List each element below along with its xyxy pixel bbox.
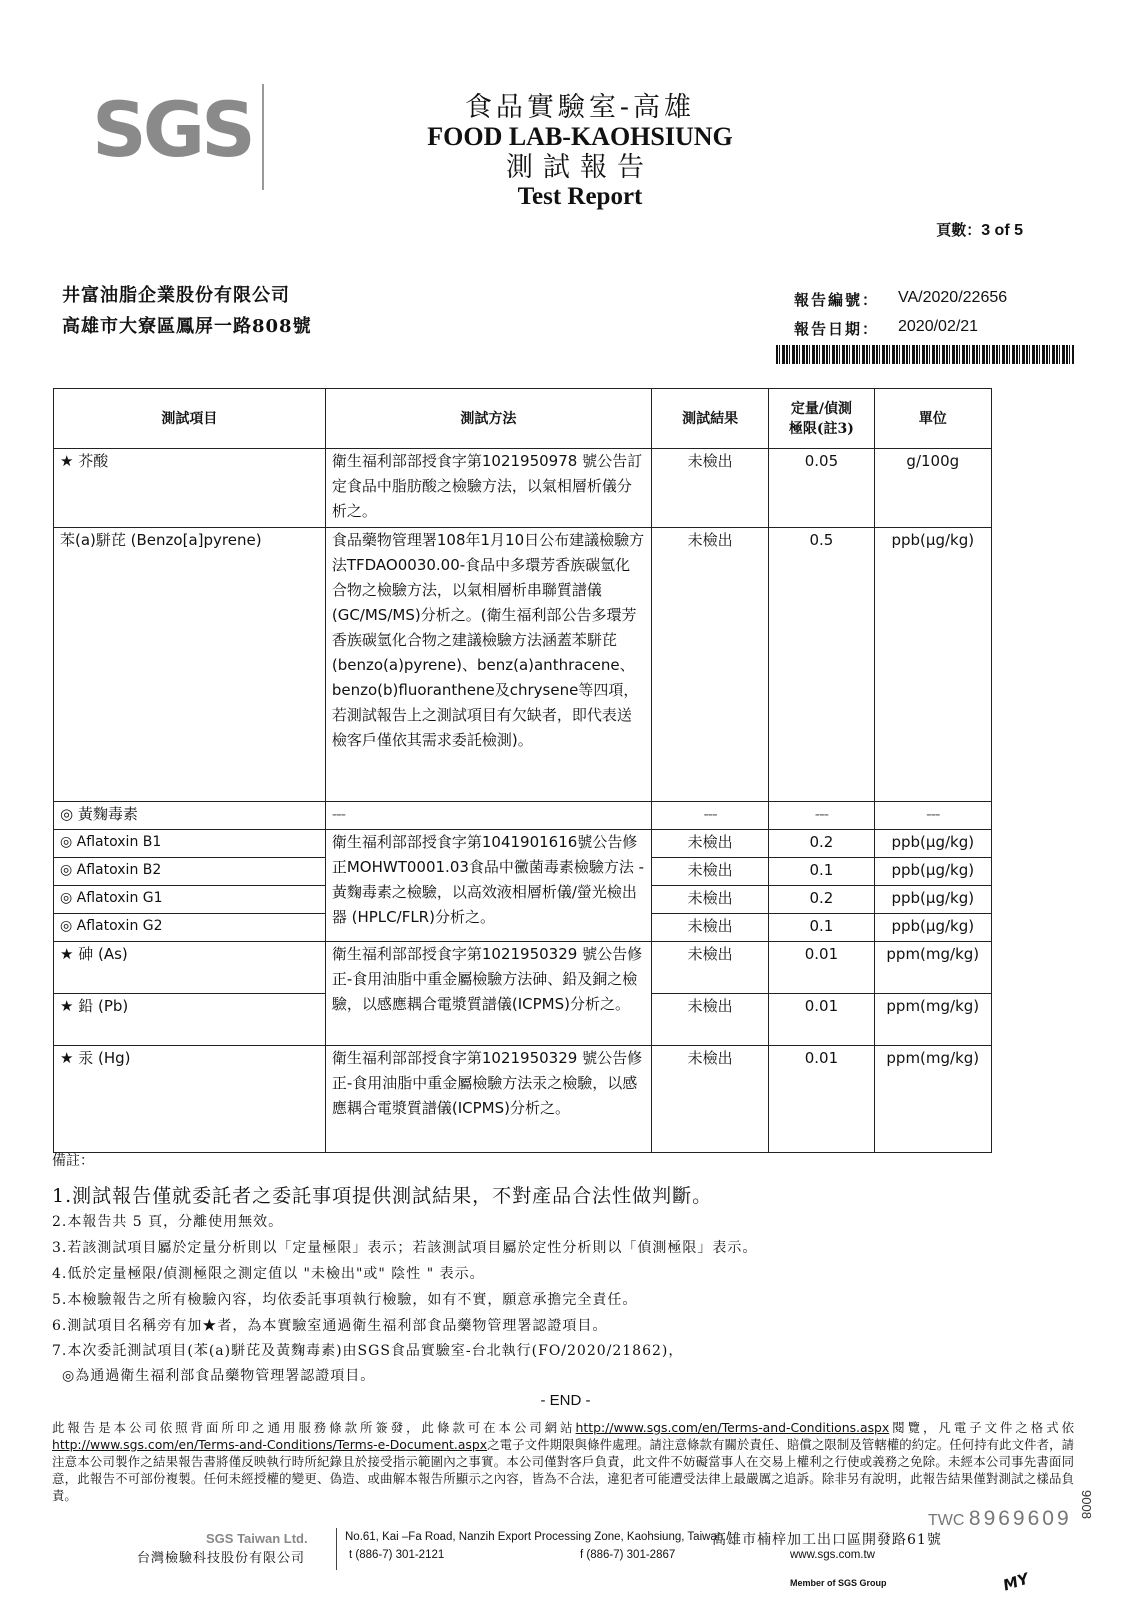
row-item: ◎ Aflatoxin G1 [54, 886, 326, 914]
row-item: ◎ Aflatoxin G2 [54, 914, 326, 942]
remark-note: 7.本次委託測試項目(苯(a)駢芘及黃麴毒素)由SGS食品實驗室-台北執行(FO/2020/21862)， [52, 1343, 684, 1359]
row-item: ★ 鉛 (Pb) [54, 994, 326, 1046]
report-number [794, 289, 1008, 310]
side-code: 9008 [1079, 1490, 1094, 1519]
table-row [54, 528, 992, 802]
remark-note: 3.若該測試項目屬於定量分析則以「定量極限」表示；若該測試項目屬於定性分析則以「偵測極限」表示。 [52, 1240, 758, 1256]
row-method: 衛生福利部部授食字第1041901616號公告修正MOHWT0001.03食品中黴菌毒素檢驗方法 - 黃麴毒素之檢驗，以高效液相層析儀/螢光檢出器 (HPLC/FLR)分析之。 [325, 830, 651, 942]
row-result: 未檢出 [651, 914, 768, 942]
row-item: 苯(a)駢芘 (Benzo[a]pyrene) [54, 528, 326, 802]
logo-divider [262, 84, 264, 190]
row-unit: ppb(μg/kg) [874, 858, 991, 886]
company-name-en: SGS Taiwan Ltd. [206, 1531, 308, 1546]
row-item: ◎ Aflatoxin B1 [54, 830, 326, 858]
disclaimer [52, 1419, 1074, 1504]
row-limit: 0.1 [769, 858, 874, 886]
row-unit: ppb(μg/kg) [874, 886, 991, 914]
barcode [776, 345, 1074, 364]
row-unit: --- [874, 802, 991, 830]
disclaimer-text: 此報告是本公司依照背面所印之通用服務條款所簽發，此條款可在本公司網站 [52, 1420, 576, 1435]
page-number-label: 頁數： [936, 221, 982, 239]
header-limit-line1: 定量/偵測 [790, 400, 852, 417]
handwritten-initials: MY [1000, 1569, 1031, 1595]
row-item: ◎ 黃麴毒素 [54, 802, 326, 830]
end-marker: - END - [540, 1392, 591, 1409]
terms-link[interactable]: http://www.sgs.com/en/Terms-and-Conditions.aspx [575, 1420, 890, 1435]
row-method: 衛生福利部部授食字第1021950329 號公告修正-食用油脂中重金屬檢驗方法砷、鉛及銅之檢驗，以感應耦合電漿質譜儀(ICPMS)分析之。 [325, 942, 651, 1046]
header-item: 測試項目 [54, 389, 326, 449]
remark-note: ◎為通過衛生福利部食品藥物管理署認證項目。 [62, 1368, 376, 1384]
row-result: 未檢出 [651, 1046, 768, 1153]
disclaimer-text: 之電子文件期限與條件處理。請注意條款有關於責任、賠償之限制及管轄權的約定。任何持有此文件者，請注意本公司製作之結果報告書將僅反映執行時所紀錄且於接受指示範圍內之事實。本公司僅對客戶負責，此文件不妨礙當事人在交易上權利之行使或義務之免除。未經本公司事先書面同意，此報告不可部份複製。任何未經授權的變更、偽造、或曲解本報告所顯示之內容，皆為不合法，違犯者可能遭受法律上最嚴厲之追訴。除非另有說明，此報告結果僅對測試之樣品負責。 [52, 1437, 1074, 1503]
row-limit: 0.1 [769, 914, 874, 942]
row-result: 未檢出 [651, 886, 768, 914]
company-address-en: No.61, Kai –Fa Road, Nanzih Export Processing Zone, Kaohsiung, Taiwan / [345, 1531, 730, 1543]
table-row [54, 449, 992, 528]
row-result: 未檢出 [651, 449, 768, 528]
table-row [54, 802, 992, 830]
row-unit: ppm(mg/kg) [874, 1046, 991, 1153]
row-result: 未檢出 [651, 830, 768, 858]
row-unit: ppb(μg/kg) [874, 830, 991, 858]
header-limit [769, 389, 874, 449]
company-address-zh: 高雄市楠梓加工出口區開發路61號 [712, 1532, 942, 1548]
remark-note: 2.本報告共 5 頁，分離使用無效。 [52, 1214, 284, 1230]
row-result: --- [651, 802, 768, 830]
remarks-title: 備註： [52, 1153, 94, 1169]
row-method: 衛生福利部部授食字第1021950978 號公告訂定食品中脂肪酸之檢驗方法，以氣相層析儀分析之。 [325, 449, 651, 528]
member-of-sgs: Member of SGS Group [790, 1578, 887, 1588]
serial-prefix: TWC [928, 1512, 965, 1529]
row-item: ◎ Aflatoxin B2 [54, 858, 326, 886]
row-limit: --- [769, 802, 874, 830]
header-result: 測試結果 [651, 389, 768, 449]
report-number-value: VA/2020/22656 [898, 289, 1008, 306]
report-number-label: 報告編號： [794, 291, 880, 309]
footer-divider [336, 1528, 337, 1570]
row-unit: ppb(μg/kg) [874, 914, 991, 942]
row-limit: 0.2 [769, 886, 874, 914]
row-item: ★ 砷 (As) [54, 942, 326, 994]
row-result: 未檢出 [651, 528, 768, 802]
row-limit: 0.01 [769, 994, 874, 1046]
serial-value: 8969609 [968, 1507, 1072, 1530]
report-date [794, 318, 979, 339]
company-name-zh: 台灣檢驗科技股份有限公司 [137, 1551, 306, 1566]
table-row [54, 942, 992, 994]
lab-title-en: FOOD LAB-KAOHSIUNG [427, 122, 733, 151]
row-limit: 0.01 [769, 942, 874, 994]
row-unit: ppb(μg/kg) [874, 528, 991, 802]
table-row [54, 830, 992, 858]
header-limit-line2: 極限(註3) [788, 420, 854, 437]
remark-note: 1.測試報告僅就委託者之委託事項提供測試結果，不對產品合法性做判斷。 [52, 1185, 713, 1207]
remark-note: 6.測試項目名稱旁有加★者，為本實驗室通過衛生福利部食品藥物管理署認證項目。 [52, 1318, 608, 1334]
row-limit: 0.2 [769, 830, 874, 858]
client-name: 井富油脂企業股份有限公司 [62, 285, 290, 306]
row-limit: 0.01 [769, 1046, 874, 1153]
page-number-value: 3 of 5 [981, 222, 1023, 239]
row-limit: 0.05 [769, 449, 874, 528]
page-number [936, 219, 1023, 240]
row-unit: g/100g [874, 449, 991, 528]
row-method: 衛生福利部部授食字第1021950329 號公告修正-食用油脂中重金屬檢驗方法汞之檢驗，以感應耦合電漿質譜儀(ICPMS)分析之。 [325, 1046, 651, 1153]
row-unit: ppm(mg/kg) [874, 942, 991, 994]
results-table [53, 388, 992, 1153]
report-title-zh: 測試報告 [506, 152, 654, 183]
row-unit: ppm(mg/kg) [874, 994, 991, 1046]
row-result: 未檢出 [651, 994, 768, 1046]
header-unit: 單位 [874, 389, 991, 449]
table-header-row [54, 389, 992, 449]
table-row [54, 1046, 992, 1153]
disclaimer-text: 閱覽，凡電子文件之格式依 [889, 1420, 1074, 1435]
remark-note: 4.低於定量極限/偵測極限之測定值以 "未檢出"或" 陰性 " 表示。 [52, 1266, 485, 1282]
row-item: ★ 芥酸 [54, 449, 326, 528]
company-website[interactable]: www.sgs.com.tw [790, 1549, 875, 1561]
company-fax: f (886-7) 301-2867 [580, 1549, 676, 1561]
report-title-en: Test Report [517, 183, 643, 210]
lab-title-zh: 食品實驗室-高雄 [464, 92, 696, 123]
serial-number [928, 1507, 1072, 1531]
row-item: ★ 汞 (Hg) [54, 1046, 326, 1153]
row-method: --- [325, 802, 651, 830]
report-date-label: 報告日期： [794, 320, 880, 338]
header-method: 測試方法 [325, 389, 651, 449]
terms-e-document-link[interactable]: http://www.sgs.com/en/Terms-and-Conditions/Terms-e-Document.aspx [52, 1437, 488, 1452]
sgs-logo: SGS [92, 85, 252, 174]
company-phone: t (886-7) 301-2121 [349, 1549, 445, 1561]
row-method: 食品藥物管理署108年1月10日公布建議檢驗方法TFDAO0030.00-食品中多環芳香族碳氫化合物之檢驗方法，以氣相層析串聯質譜儀(GC/MS/MS)分析之。(衛生福利部公告多環芳香族碳氫化合物之建議檢驗方法涵蓋苯駢芘(benzo(a)pyrene)、benz(a)anthracene、benzo(b)fluoranthene及chrysene等四項，若測試報告上之測試項目有欠缺者，即代表送檢客戶僅依其需求委託檢測)。 [325, 528, 651, 802]
client-address: 高雄市大寮區鳳屏一路808號 [62, 316, 312, 337]
report-date-value: 2020/02/21 [898, 318, 979, 335]
row-result: 未檢出 [651, 858, 768, 886]
remark-note: 5.本檢驗報告之所有檢驗內容，均依委託事項執行檢驗，如有不實，願意承擔完全責任。 [52, 1292, 638, 1308]
row-result: 未檢出 [651, 942, 768, 994]
row-limit: 0.5 [769, 528, 874, 802]
